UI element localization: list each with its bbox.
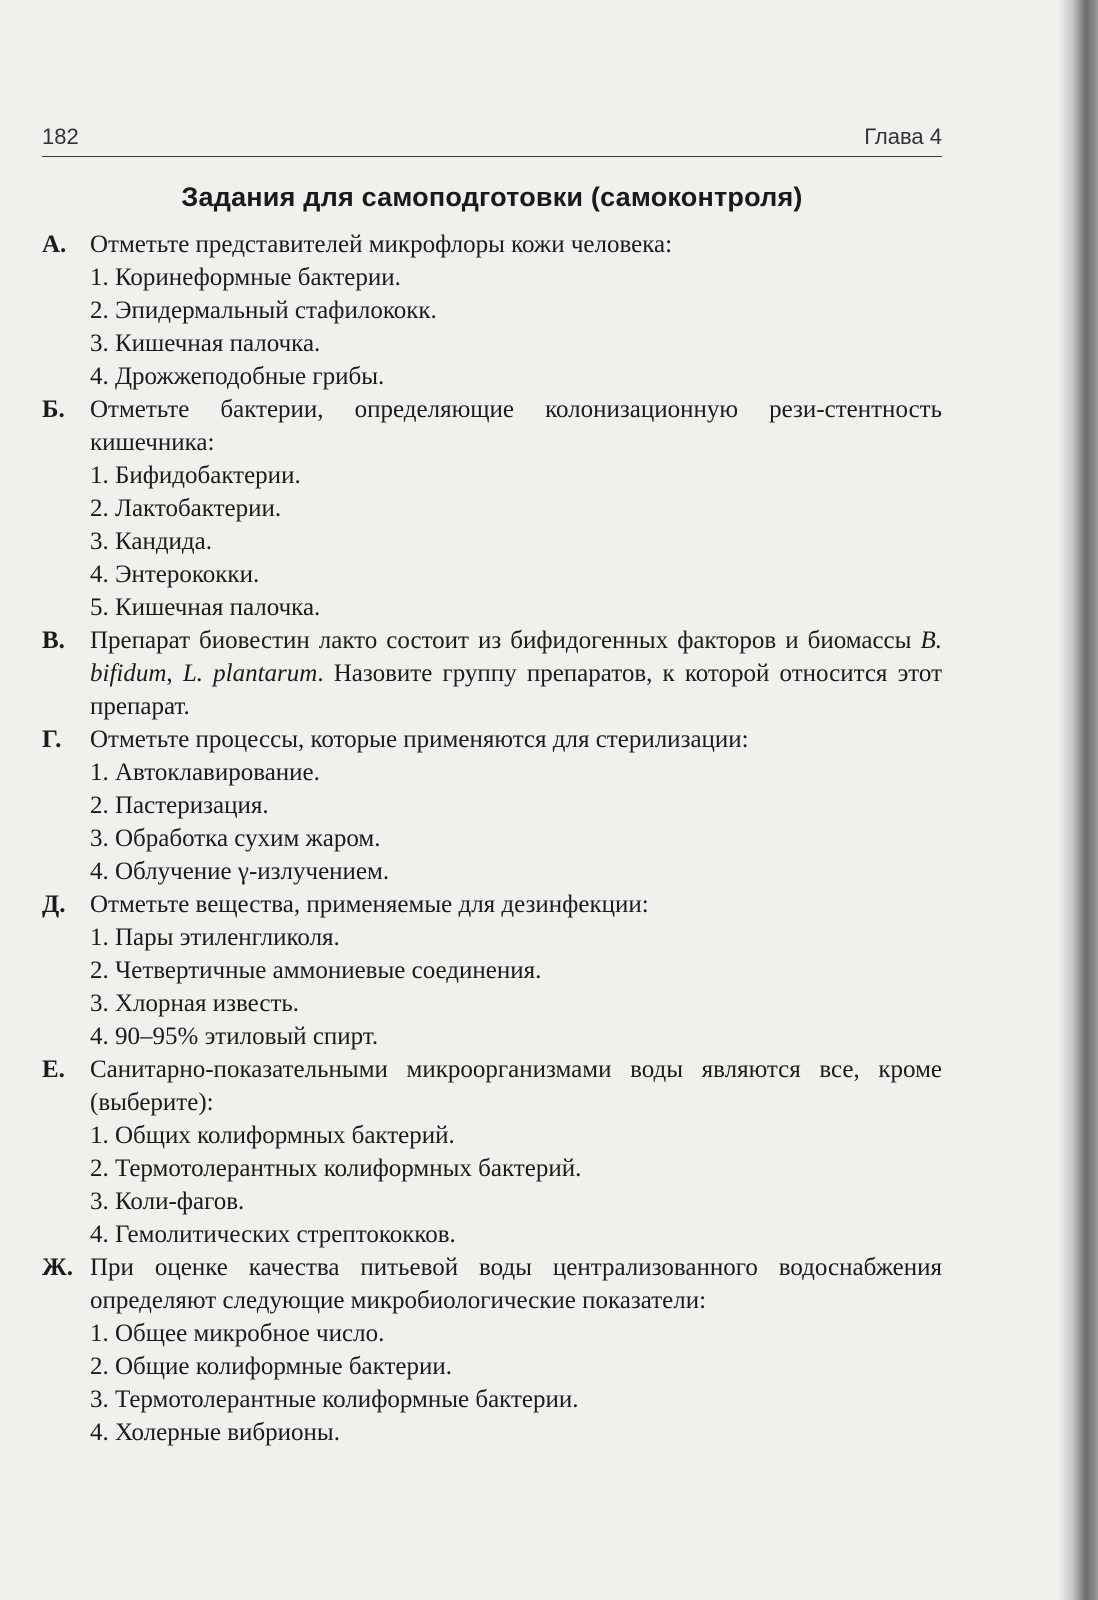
question-a: [42, 228, 942, 393]
option-item: 2. Лактобактерии.: [90, 495, 282, 522]
chapter-label: Глава 4: [864, 124, 942, 149]
option-list: [90, 1119, 942, 1251]
option-item: 1. Автоклавирование.: [90, 759, 320, 786]
question-text: [90, 723, 942, 756]
option-item: 2. Пастеризация.: [90, 792, 269, 819]
option-list: [90, 1317, 942, 1449]
question-text: [90, 393, 942, 459]
question-text: [90, 1053, 942, 1119]
page-edge-shadow: [1058, 0, 1098, 1600]
option-item: 3. Кандида.: [90, 528, 212, 555]
question-text: [90, 888, 942, 921]
option-item: 1. Общее микробное число.: [90, 1320, 385, 1347]
question-letter: Б.: [42, 396, 65, 423]
option-item: 4. Холерные вибрионы.: [90, 1419, 340, 1446]
option-item: 3. Кишечная палочка.: [90, 330, 321, 357]
option-item: 3. Обработка сухим жаром.: [90, 825, 381, 852]
section-title: Задания для самоподготовки (самоконтроля): [181, 182, 803, 212]
question-text-part: Отметьте представителей микрофлоры кожи человека:: [90, 231, 673, 258]
question-text-part: Препарат биовестин лакто состоит из бифидогенных факторов и биомассы: [90, 627, 921, 654]
question-letter: А.: [42, 231, 67, 258]
option-item: 1. Коринеформные бактерии.: [90, 264, 401, 291]
option-list: [90, 261, 942, 393]
question-text-part: Санитарно-показательными микроорганизмами воды являются все, кроме (выберите):: [90, 1056, 942, 1116]
question-letter: В.: [42, 627, 65, 654]
question-letter: Е.: [42, 1056, 65, 1083]
option-list: [90, 459, 942, 624]
option-item: 3. Термотолерантные колиформные бактерии.: [90, 1386, 579, 1413]
option-item: 4. Гемолитических стрептококков.: [90, 1221, 456, 1248]
question-text-part: Отметьте процессы, которые применяются для стерилизации:: [90, 726, 749, 753]
option-item: 3. Хлорная известь.: [90, 990, 300, 1017]
option-item: 2. Общие колиформные бактерии.: [90, 1353, 452, 1380]
option-item: 3. Коли-фагов.: [90, 1188, 245, 1215]
option-item: 4. Дрожжеподобные грибы.: [90, 363, 385, 390]
question-text-part: При оценке качества питьевой воды централизованного водоснабжения определяют следующие микробиологические показатели:: [90, 1254, 942, 1314]
option-item: 2. Четвертичные аммониевые соединения.: [90, 957, 542, 984]
option-item: 2. Термотолерантных колиформных бактерий.: [90, 1155, 582, 1182]
option-item: 1. Пары этиленгликоля.: [90, 924, 340, 951]
option-item: 4. Облучение γ-излучением.: [90, 858, 390, 885]
question-e: [42, 1053, 942, 1251]
option-item: 1. Общих колиформных бактерий.: [90, 1122, 455, 1149]
option-item: 4. 90–95% этиловый спирт.: [90, 1023, 379, 1050]
running-head: [42, 122, 942, 157]
question-g: [42, 723, 942, 888]
question-text-part: Отметьте бактерии, определяющие колонизационную рези-стентность кишечника:: [90, 396, 942, 456]
question-text-part: Отметьте вещества, применяемые для дезинфекции:: [90, 891, 649, 918]
question-text: [90, 1251, 942, 1317]
question-b: [42, 393, 942, 624]
question-letter: Г.: [42, 726, 62, 753]
question-list: [42, 228, 942, 1449]
question-zh: [42, 1251, 942, 1449]
question-text-part: ,: [166, 660, 183, 687]
question-d: [42, 888, 942, 1053]
option-list: [90, 756, 942, 888]
option-item: 2. Эпидермальный стафилококк.: [90, 297, 437, 324]
question-letter: Д.: [42, 891, 66, 918]
page-number: 182: [42, 124, 79, 149]
species-name: L. plantarum: [182, 660, 318, 687]
question-v: [42, 624, 942, 723]
species-name: B. bifidum: [90, 627, 942, 687]
question-text-part: . Назовите группу препаратов, к которой относится этот препарат.: [90, 660, 942, 720]
question-letter: Ж.: [42, 1254, 73, 1281]
question-text: [90, 228, 942, 261]
option-item: 5. Кишечная палочка.: [90, 594, 321, 621]
option-item: 4. Энтерококки.: [90, 561, 260, 588]
option-list: [90, 921, 942, 1053]
option-item: 1. Бифидобактерии.: [90, 462, 301, 489]
question-text: [90, 624, 942, 723]
